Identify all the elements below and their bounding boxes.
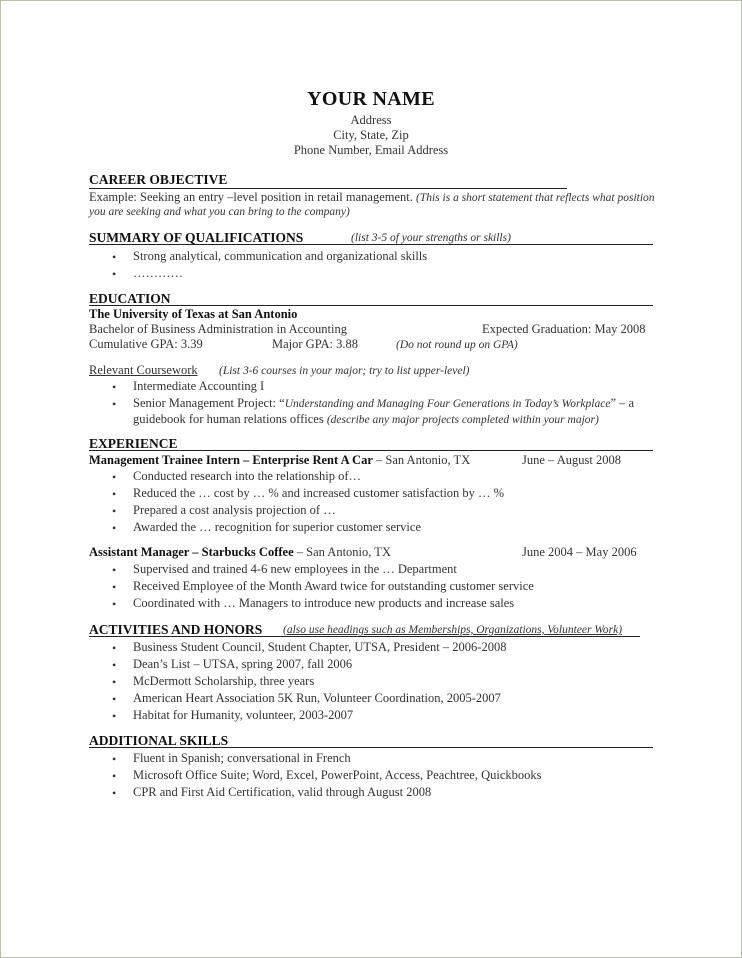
activity-item: Habitat for Humanity, volunteer, 2003-2007: [133, 708, 354, 722]
cumulative-gpa: Cumulative GPA: 3.39: [89, 337, 203, 351]
activities-heading: ACTIVITIES AND HONORS: [89, 622, 263, 637]
project-note: (describe any major projects completed within your major): [326, 414, 599, 426]
activities-note: (also use headings such as Memberships, Organizations, Volunteer Work): [283, 624, 623, 636]
career-objective-heading: CAREER OBJECTIVE: [89, 172, 228, 187]
job2-item: Coordinated with … Managers to introduce new products and increase sales: [133, 596, 515, 610]
job1-title-line: [89, 453, 470, 468]
job1-location: – San Antonio, TX: [372, 453, 471, 467]
bullet: •: [112, 250, 117, 264]
objective-note: (This is a short statement that reflects what position: [416, 192, 655, 204]
section-rule: [89, 747, 653, 748]
additional-skills-heading: ADDITIONAL SKILLS: [89, 733, 229, 748]
course-item: Intermediate Accounting I: [133, 379, 265, 393]
job1-item: Reduced the … cost by … % and increased customer satisfaction by … %: [133, 486, 505, 500]
address-line: Address: [350, 113, 392, 127]
activity-item: American Heart Association 5K Run, Volunteer Coordination, 2005-2007: [133, 691, 501, 705]
city-state-zip-line: City, State, Zip: [333, 128, 409, 142]
objective-note-line2: you are seeking and what you can bring to the company): [89, 206, 350, 218]
bullet: •: [112, 658, 117, 672]
section-rule: [89, 305, 653, 306]
experience-heading: EXPERIENCE: [89, 436, 178, 451]
job2-item: Supervised and trained 4-6 new employees in the … Department: [133, 562, 457, 576]
bullet: •: [112, 397, 117, 411]
bullet: •: [112, 504, 117, 518]
activity-item: Dean’s List – UTSA, spring 2007, fall 2006: [133, 657, 353, 671]
gpa-note: (Do not round up on GPA): [396, 339, 518, 351]
bullet: •: [112, 641, 117, 655]
project-description: guidebook for human relations offices: [133, 412, 324, 426]
job1-item: Conducted research into the relationship of…: [133, 469, 362, 483]
section-rule: [89, 244, 653, 245]
bullet: •: [112, 580, 117, 594]
skill-item: Fluent in Spanish; conversational in French: [133, 751, 351, 765]
bullet: •: [112, 597, 117, 611]
job1-role: Management Trainee Intern – Enterprise Rent A Car: [89, 453, 373, 467]
activity-item: McDermott Scholarship, three years: [133, 674, 315, 688]
bullet: •: [112, 692, 117, 706]
section-rule: [89, 450, 653, 451]
bullet: •: [112, 563, 117, 577]
qualifications-note: (list 3-5 of your strengths or skills): [351, 232, 511, 244]
project-suffix: ” – a: [610, 396, 635, 410]
project-prefix: Senior Management Project: “: [133, 396, 285, 410]
job1-item: Prepared a cost analysis projection of …: [133, 503, 336, 517]
objective-statement: Example: Seeking an entry –level position in retail management.: [89, 190, 413, 204]
coursework-label: Relevant Coursework: [89, 363, 198, 377]
bullet: •: [112, 487, 117, 501]
qualification-item: …………: [133, 266, 183, 280]
objective-text: [89, 190, 655, 205]
job2-role: Assistant Manager – Starbucks Coffee: [89, 545, 294, 559]
skill-item: Microsoft Office Suite; Word, Excel, PowerPoint, Access, Peachtree, Quickbooks: [133, 768, 542, 782]
section-rule: [89, 188, 567, 189]
skill-item: CPR and First Aid Certification, valid through August 2008: [133, 785, 432, 799]
job1-dates: June – August 2008: [522, 453, 621, 467]
resume-name: YOUR NAME: [307, 88, 435, 110]
bullet: •: [112, 521, 117, 535]
activity-item: Business Student Council, Student Chapter, UTSA, President – 2006-2008: [133, 640, 507, 654]
bullet: •: [112, 786, 117, 800]
project-line2: [133, 412, 599, 427]
job2-item: Received Employee of the Month Award twice for outstanding customer service: [133, 579, 534, 593]
bullet: •: [112, 267, 117, 281]
education-heading: EDUCATION: [89, 291, 171, 306]
bullet: •: [112, 709, 117, 723]
degree: Bachelor of Business Administration in Accounting: [89, 322, 347, 336]
coursework-note: (List 3-6 courses in your major; try to list upper-level): [219, 365, 470, 377]
project-line: [133, 396, 634, 411]
graduation-date: Expected Graduation: May 2008: [482, 322, 646, 336]
job2-location: – San Antonio, TX: [293, 545, 391, 559]
job2-title-line: [89, 545, 391, 560]
bullet: •: [112, 769, 117, 783]
job1-item: Awarded the … recognition for superior customer service: [133, 520, 421, 534]
bullet: •: [112, 470, 117, 484]
bullet: •: [112, 380, 117, 394]
bullet: •: [112, 675, 117, 689]
qualification-item: Strong analytical, communication and organizational skills: [133, 249, 428, 263]
job2-dates: June 2004 – May 2006: [522, 545, 637, 559]
project-title: Understanding and Managing Four Generations in Today’s Workplace: [284, 398, 611, 410]
school-name: The University of Texas at San Antonio: [89, 307, 298, 321]
contact-line: Phone Number, Email Address: [293, 143, 449, 157]
section-rule: [89, 636, 640, 637]
qualifications-heading: SUMMARY OF QUALIFICATIONS: [89, 230, 304, 245]
bullet: •: [112, 752, 117, 766]
major-gpa: Major GPA: 3.88: [272, 337, 359, 351]
